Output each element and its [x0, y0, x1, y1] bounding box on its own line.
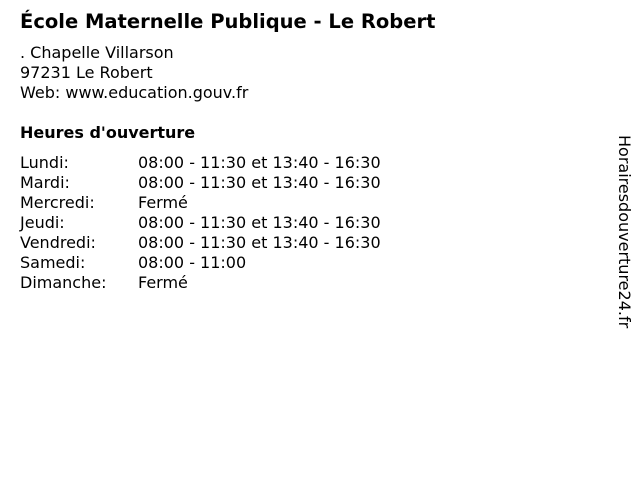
hours-row-thursday: [20, 213, 440, 233]
day-hours: Fermé: [138, 193, 188, 212]
day-label: Dimanche:: [20, 273, 107, 292]
day-label: Mercredi:: [20, 193, 95, 212]
day-hours: 08:00 - 11:30 et 13:40 - 16:30: [138, 173, 381, 192]
day-label: Vendredi:: [20, 233, 96, 252]
hours-row-saturday: [20, 253, 440, 273]
day-label: Samedi:: [20, 253, 86, 272]
opening-hours-heading: Heures d'ouverture: [20, 123, 196, 142]
day-hours: 08:00 - 11:30 et 13:40 - 16:30: [138, 213, 381, 232]
page-title: École Maternelle Publique - Le Robert: [20, 10, 436, 33]
hours-row-wednesday: [20, 193, 440, 213]
day-hours: 08:00 - 11:30 et 13:40 - 16:30: [138, 233, 381, 252]
website-line: Web: www.education.gouv.fr: [20, 83, 249, 102]
address-block: [20, 43, 248, 103]
hours-row-friday: [20, 233, 440, 253]
address-street: . Chapelle Villarson: [20, 43, 174, 62]
day-label: Mardi:: [20, 173, 70, 192]
address-city: 97231 Le Robert: [20, 63, 153, 82]
hours-row-monday: [20, 153, 440, 173]
day-hours: 08:00 - 11:00: [138, 253, 247, 272]
day-hours: Fermé: [138, 273, 188, 292]
hours-row-sunday: [20, 273, 440, 293]
site-watermark: Horairesdouverture24.fr: [615, 135, 634, 329]
hours-row-tuesday: [20, 173, 440, 193]
opening-hours-table: [20, 153, 440, 293]
day-label: Jeudi:: [20, 213, 65, 232]
day-label: Lundi:: [20, 153, 69, 172]
day-hours: 08:00 - 11:30 et 13:40 - 16:30: [138, 153, 381, 172]
